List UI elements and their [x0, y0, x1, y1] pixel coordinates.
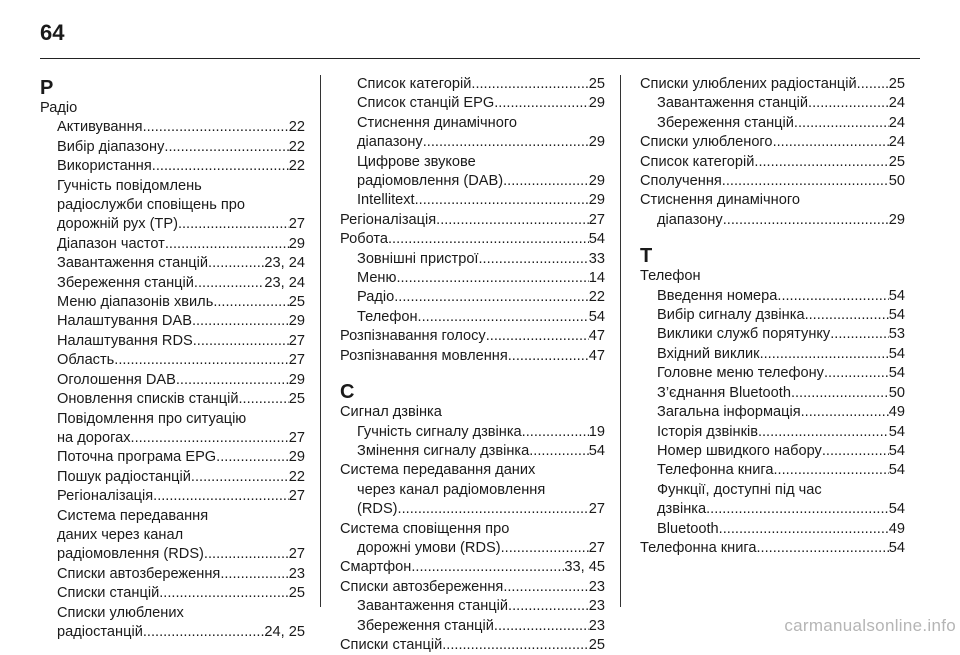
- index-subentry-text: даних через канал: [57, 526, 184, 543]
- entry-label: Список станцій EPG: [357, 95, 495, 112]
- dot-leader: [238, 390, 288, 409]
- index-subentry[interactable]: [640, 364, 905, 383]
- dot-leader: [191, 468, 289, 487]
- page-reference[interactable]: 14: [588, 270, 605, 287]
- dot-leader: [423, 133, 589, 152]
- dot-leader: [706, 500, 889, 519]
- entry-label: Телефонна книга: [640, 539, 757, 556]
- index-letter-heading: Р: [40, 77, 54, 99]
- index-entry[interactable]: [640, 172, 905, 191]
- entry-label: дорожні умови (RDS): [357, 539, 501, 556]
- index-subentry[interactable]: [340, 423, 605, 442]
- entry-label: Збереження станцій: [57, 274, 194, 291]
- index-subentry[interactable]: [640, 325, 905, 344]
- entry-label: радіомовлення (RDS): [57, 546, 204, 563]
- index-subentry[interactable]: [340, 308, 605, 327]
- page-reference[interactable]: 50: [888, 173, 905, 190]
- entry-label: Збереження станцій: [357, 617, 494, 634]
- index-subentry[interactable]: [640, 345, 905, 364]
- entry-label: Меню діапазонів хвиль: [57, 294, 214, 311]
- index-subentry[interactable]: [640, 442, 905, 461]
- dot-leader: [486, 327, 589, 346]
- page-reference[interactable]: 50: [888, 384, 905, 401]
- index-entry-text: Сигнал дзвінка: [340, 404, 442, 421]
- index-subentry[interactable]: [40, 215, 305, 234]
- entry-label: діапазону: [657, 211, 723, 228]
- dot-leader: [757, 539, 889, 558]
- index-subentry[interactable]: [340, 191, 605, 210]
- page-reference[interactable]: 22: [288, 158, 305, 175]
- page-reference[interactable]: 27: [588, 211, 605, 228]
- index-entry-text: Стиснення динамічного: [640, 192, 800, 209]
- page-reference[interactable]: 54: [888, 423, 905, 440]
- entry-label: Список категорій: [357, 76, 472, 92]
- entry-label: (RDS): [357, 501, 398, 518]
- index-subentry[interactable]: [340, 288, 605, 307]
- page-reference[interactable]: 19: [588, 423, 605, 440]
- dot-leader: [508, 347, 589, 366]
- entry-label: дорожній рух (TP): [57, 216, 178, 233]
- entry-label: Введення номера: [657, 287, 778, 304]
- entry-label: Завантаження станцій: [357, 598, 509, 615]
- index-entry[interactable]: [640, 75, 905, 94]
- index-subentry[interactable]: [340, 250, 605, 269]
- page-reference[interactable]: 25: [888, 76, 905, 92]
- index-subentry[interactable]: [640, 287, 905, 306]
- index-subentry[interactable]: [640, 520, 905, 539]
- index-subentry[interactable]: [40, 274, 305, 293]
- dot-leader: [494, 94, 589, 113]
- entry-label: Загальна інформація: [657, 404, 801, 421]
- page-reference[interactable]: 23, 24: [264, 274, 305, 291]
- dot-leader: [508, 597, 589, 616]
- page-reference[interactable]: 25: [288, 585, 305, 602]
- page-reference[interactable]: 47: [588, 328, 605, 345]
- dot-leader: [529, 442, 589, 461]
- entry-label: Область: [57, 352, 115, 369]
- page-reference[interactable]: 27: [288, 488, 305, 505]
- index-subentry[interactable]: [40, 157, 305, 176]
- entry-label: Bluetooth: [657, 520, 719, 537]
- index-entry-text: Система сповіщення про: [340, 520, 510, 537]
- page-reference[interactable]: 54: [588, 231, 605, 248]
- index-subentry[interactable]: [40, 351, 305, 370]
- dot-leader: [494, 617, 589, 636]
- dot-leader: [164, 138, 288, 157]
- page-reference[interactable]: 24: [888, 134, 905, 151]
- page-reference[interactable]: 22: [288, 138, 305, 155]
- dot-leader: [501, 539, 589, 558]
- index-subentry-text: Функції, доступні під час: [657, 481, 822, 498]
- page-number: 64: [40, 20, 65, 45]
- dot-leader: [722, 172, 889, 191]
- page-reference[interactable]: 47: [588, 347, 605, 364]
- entry-label: Intellitext: [357, 192, 415, 209]
- dot-leader: [418, 308, 589, 327]
- index-subentry[interactable]: [40, 235, 305, 254]
- index-column-1: [40, 75, 305, 642]
- dot-leader: [503, 578, 588, 597]
- dot-leader: [213, 293, 288, 312]
- page-reference[interactable]: 29: [588, 95, 605, 112]
- page-reference[interactable]: 54: [888, 287, 905, 304]
- index-column-3: [640, 75, 905, 558]
- dot-leader: [114, 351, 288, 370]
- index-subentry-text: Система передавання: [57, 507, 209, 524]
- dot-leader: [801, 403, 889, 422]
- dot-leader: [754, 153, 888, 172]
- dot-leader: [857, 75, 889, 94]
- page-reference[interactable]: 49: [888, 404, 905, 421]
- page-reference[interactable]: 49: [888, 520, 905, 537]
- index-subentry[interactable]: [40, 545, 305, 564]
- page-reference[interactable]: 23: [288, 565, 305, 582]
- index-subentry[interactable]: [640, 94, 905, 113]
- entry-label: Смартфон: [340, 559, 412, 576]
- index-subentry[interactable]: [340, 597, 605, 616]
- page-reference[interactable]: 22: [588, 289, 605, 306]
- page-reference[interactable]: 25: [888, 153, 905, 170]
- entry-label: Списки станцій: [57, 585, 160, 602]
- entry-label: Використання: [57, 158, 152, 175]
- page-reference[interactable]: 29: [588, 173, 605, 190]
- page-reference[interactable]: 27: [288, 429, 305, 446]
- entry-label: Списки улюблених радіостанцій: [640, 76, 857, 92]
- index-subentry[interactable]: [340, 617, 605, 636]
- index-subentry-text: радіослужби сповіщень про: [57, 197, 245, 214]
- page-reference[interactable]: 22: [288, 119, 305, 136]
- index-entry[interactable]: [340, 211, 605, 230]
- index-subentry[interactable]: [40, 468, 305, 487]
- dot-leader: [808, 94, 889, 113]
- entry-label: радіостанцій: [57, 623, 143, 640]
- dot-leader: [777, 287, 888, 306]
- index-entry[interactable]: [640, 133, 905, 152]
- page-reference[interactable]: 29: [588, 134, 605, 151]
- page-reference[interactable]: 54: [888, 462, 905, 479]
- header-rule: [40, 58, 920, 59]
- dot-leader: [774, 461, 889, 480]
- page-reference[interactable]: 54: [888, 539, 905, 556]
- dot-leader: [220, 565, 288, 584]
- index-subentry-text: Гучність повідомлень: [57, 177, 202, 194]
- entry-label: З’єднання Bluetooth: [657, 384, 791, 401]
- index-letter-heading: С: [340, 381, 355, 404]
- page-reference[interactable]: 23: [588, 598, 605, 615]
- page-reference[interactable]: 54: [888, 365, 905, 382]
- page-reference[interactable]: 25: [588, 76, 605, 92]
- page-reference[interactable]: 24, 25: [264, 623, 305, 640]
- index-subentry[interactable]: [640, 461, 905, 480]
- page-reference[interactable]: 54: [888, 307, 905, 324]
- entry-label: Списки станцій: [340, 636, 443, 653]
- dot-leader: [143, 118, 289, 137]
- entry-label: Номер швидкого набору: [657, 442, 822, 459]
- entry-label: Регіоналізація: [340, 211, 437, 228]
- page-reference[interactable]: 23, 24: [264, 255, 305, 272]
- entry-label: Робота: [340, 231, 388, 248]
- index-subentry[interactable]: [40, 138, 305, 157]
- index-subentry[interactable]: [340, 442, 605, 461]
- entry-label: Сполучення: [640, 173, 722, 190]
- index-subentry[interactable]: [340, 539, 605, 558]
- dot-leader: [719, 520, 889, 539]
- index-subentry[interactable]: [640, 500, 905, 519]
- entry-label: Налаштування DAB: [57, 313, 192, 330]
- dot-leader: [388, 230, 589, 249]
- dot-leader: [411, 558, 564, 577]
- index-subentry[interactable]: [40, 332, 305, 351]
- entry-label: Телефонна книга: [657, 462, 774, 479]
- dot-leader: [398, 500, 589, 519]
- entry-label: Виклики служб порятунку: [657, 326, 831, 343]
- entry-label: Оголошення DAB: [57, 371, 176, 388]
- entry-label: Список категорій: [640, 153, 755, 170]
- dot-leader: [208, 254, 264, 273]
- dot-leader: [794, 114, 889, 133]
- index-column-2: [340, 75, 605, 655]
- dot-leader: [176, 371, 289, 390]
- index-entry[interactable]: [340, 558, 605, 577]
- index-subentry[interactable]: [640, 384, 905, 403]
- dot-leader: [471, 75, 588, 94]
- page-reference[interactable]: 27: [288, 352, 305, 369]
- dot-leader: [830, 325, 889, 344]
- page-reference[interactable]: 25: [588, 636, 605, 653]
- index-subentry[interactable]: [340, 172, 605, 191]
- page-reference[interactable]: 24: [888, 95, 905, 112]
- page-reference[interactable]: 27: [288, 546, 305, 563]
- entry-label: Розпізнавання мовлення: [340, 347, 508, 364]
- page-reference[interactable]: 23: [588, 578, 605, 595]
- index-entry[interactable]: [340, 578, 605, 597]
- dot-leader: [758, 423, 889, 442]
- dot-leader: [193, 332, 289, 351]
- index-entry[interactable]: [640, 153, 905, 172]
- page-reference[interactable]: 27: [288, 216, 305, 233]
- page-reference[interactable]: 54: [588, 308, 605, 325]
- dot-leader: [503, 172, 589, 191]
- dot-leader: [204, 545, 289, 564]
- index-subentry[interactable]: [340, 133, 605, 152]
- entry-label: Регіоналізація: [57, 488, 154, 505]
- entry-label: Активування: [57, 119, 143, 136]
- index-subentry[interactable]: [40, 448, 305, 467]
- page-reference[interactable]: 54: [588, 442, 605, 459]
- entry-label: Змінення сигналу дзвінка: [357, 442, 530, 459]
- entry-label: Оновлення списків станцій: [57, 391, 239, 408]
- dot-leader: [824, 364, 889, 383]
- index-entry-text: Телефон: [640, 268, 701, 285]
- index-subentry[interactable]: [40, 254, 305, 273]
- entry-label: Вхідний виклик: [657, 345, 760, 362]
- entry-label: Розпізнавання голосу: [340, 328, 486, 345]
- dot-leader: [178, 215, 289, 234]
- index-subentry-text: Стиснення динамічного: [357, 114, 517, 131]
- index-subentry[interactable]: [40, 312, 305, 331]
- index-entry[interactable]: [340, 347, 605, 366]
- index-entry[interactable]: [340, 327, 605, 346]
- entry-label: Пошук радіостанцій: [57, 468, 191, 485]
- entry-label: Списки автозбереження: [57, 565, 221, 582]
- entry-label: Телефон: [357, 308, 418, 325]
- dot-leader: [159, 584, 289, 603]
- dot-leader: [131, 429, 289, 448]
- entry-label: на дорогах: [57, 429, 131, 446]
- page-reference[interactable]: 53: [888, 326, 905, 343]
- page-reference[interactable]: 24: [888, 114, 905, 131]
- page-reference[interactable]: 29: [288, 449, 305, 466]
- entry-label: Налаштування RDS: [57, 332, 193, 349]
- page-reference[interactable]: 33, 45: [564, 559, 605, 576]
- dot-leader: [442, 636, 589, 655]
- page-reference[interactable]: 23: [588, 617, 605, 634]
- dot-leader: [165, 235, 289, 254]
- index-subentry[interactable]: [640, 306, 905, 325]
- index-subentry[interactable]: [340, 269, 605, 288]
- dot-leader: [396, 269, 588, 288]
- dot-leader: [216, 448, 289, 467]
- entry-label: Радіо: [357, 289, 395, 306]
- page-reference[interactable]: 54: [888, 501, 905, 518]
- watermark-logo: carmanualsonline.info: [784, 616, 956, 635]
- page-reference[interactable]: 29: [888, 211, 905, 228]
- dot-leader: [192, 312, 289, 331]
- index-subentry[interactable]: [640, 403, 905, 422]
- column-divider: [620, 75, 621, 607]
- entry-label: Діапазон частот: [57, 235, 165, 252]
- dot-leader: [479, 250, 589, 269]
- index-subentry-text: через канал радіомовлення: [357, 481, 546, 498]
- index-entry[interactable]: [340, 230, 605, 249]
- dot-leader: [143, 623, 265, 642]
- dot-leader: [822, 442, 889, 461]
- entry-label: Гучність сигналу дзвінка: [357, 423, 522, 440]
- page-reference[interactable]: 29: [288, 371, 305, 388]
- entry-label: Головне меню телефону: [657, 365, 824, 382]
- page-reference[interactable]: 25: [288, 391, 305, 408]
- index-subentry[interactable]: [40, 371, 305, 390]
- page-reference[interactable]: 54: [888, 345, 905, 362]
- index-subentry-text: Списки улюблених: [57, 604, 184, 621]
- entry-label: Вибір сигналу дзвінка: [657, 307, 805, 324]
- entry-label: Списки автозбереження: [340, 578, 504, 595]
- dot-leader: [773, 133, 889, 152]
- index-subentry[interactable]: [40, 565, 305, 584]
- index-entry-text: Радіо: [40, 100, 78, 116]
- page-reference[interactable]: 27: [288, 332, 305, 349]
- entry-label: Меню: [357, 270, 397, 287]
- index-subentry[interactable]: [40, 623, 305, 642]
- column-divider: [320, 75, 321, 607]
- page-reference[interactable]: 29: [288, 313, 305, 330]
- entry-label: Вибір діапазону: [57, 138, 165, 155]
- entry-label: дзвінка: [657, 501, 707, 518]
- page-reference[interactable]: 33: [588, 250, 605, 267]
- dot-leader: [394, 288, 589, 307]
- page-reference[interactable]: 29: [288, 235, 305, 252]
- entry-label: Історія дзвінків: [657, 423, 758, 440]
- dot-leader: [723, 211, 889, 230]
- dot-leader: [760, 345, 889, 364]
- index-entry[interactable]: [340, 636, 605, 655]
- index-entry[interactable]: [640, 539, 905, 558]
- index-subentry[interactable]: [640, 114, 905, 133]
- index-subentry[interactable]: [40, 429, 305, 448]
- dot-leader: [415, 191, 589, 210]
- entry-label: Збереження станцій: [657, 114, 794, 131]
- dot-leader: [791, 384, 889, 403]
- page-reference[interactable]: 27: [588, 539, 605, 556]
- index-subentry[interactable]: [640, 211, 905, 230]
- entry-label: радіомовлення (DAB): [357, 173, 504, 190]
- entry-label: Списки улюбленого: [640, 134, 773, 151]
- page-reference[interactable]: 54: [888, 442, 905, 459]
- index-subentry[interactable]: [40, 390, 305, 409]
- index-subentry[interactable]: [340, 500, 605, 519]
- dot-leader: [805, 306, 889, 325]
- dot-leader: [152, 157, 289, 176]
- page-reference[interactable]: 29: [588, 192, 605, 209]
- index-subentry[interactable]: [640, 423, 905, 442]
- index-subentry[interactable]: [40, 487, 305, 506]
- page-reference[interactable]: 27: [588, 501, 605, 518]
- dot-leader: [436, 211, 589, 230]
- page-reference[interactable]: 25: [288, 294, 305, 311]
- index-subentry[interactable]: [340, 75, 605, 94]
- index-entry-text: Система передавання даних: [340, 462, 536, 479]
- entry-label: Завантаження станцій: [57, 255, 209, 272]
- index-subentry[interactable]: [340, 94, 605, 113]
- entry-label: діапазону: [357, 134, 423, 151]
- index-letter-heading: Т: [640, 245, 653, 268]
- index-subentry[interactable]: [40, 584, 305, 603]
- entry-label: Зовнішні пристрої: [357, 250, 479, 267]
- index-subentry[interactable]: [40, 118, 305, 137]
- page-reference[interactable]: 22: [288, 468, 305, 485]
- entry-label: Поточна програма EPG: [57, 449, 217, 466]
- dot-leader: [153, 487, 289, 506]
- dot-leader: [522, 423, 589, 442]
- index-subentry-text: Повідомлення про ситуацію: [57, 410, 247, 427]
- index-subentry-text: Цифрове звукове: [357, 153, 476, 170]
- entry-label: Завантаження станцій: [657, 95, 809, 112]
- index-subentry[interactable]: [40, 293, 305, 312]
- dot-leader: [194, 274, 265, 293]
